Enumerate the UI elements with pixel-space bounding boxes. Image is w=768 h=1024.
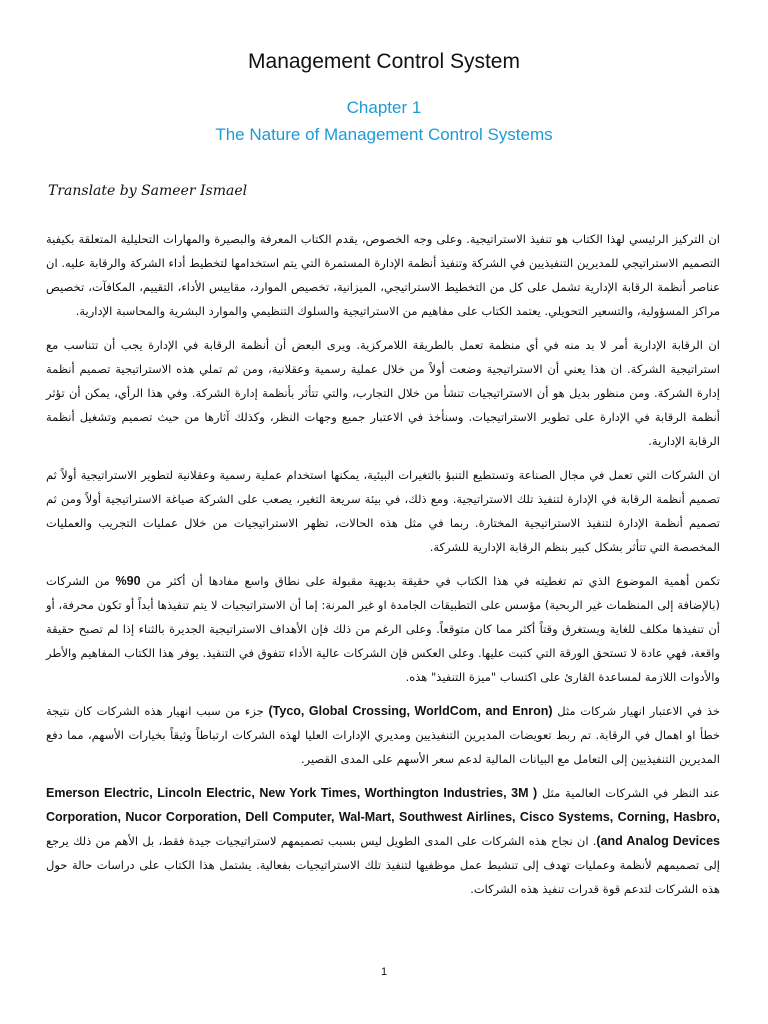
paragraph-5-lead: خذ في الاعتبار انهيار شركات مثل [552, 704, 721, 718]
paragraph-2: ان الرقابة الإدارية أمر لا بد منه في أي منظمة تعمل بالطريقة اللامركزية. ويرى البعض أن أنظمة الرقابة في الإدارة يجب أن تتناسب مع استراتيجية الشركة. ان هذا يعني أن الاستراتيجية وضعت أولاً من خلال عملية رسمية وعقلانية، ومن ثم تملي هذه الاستراتيجية تصميم أنظمة إدارة الشركة. ومن منظور بديل هو أن الاستراتيجيات تنشأ من خلال التجارب، والتي تتأثر بأنظمة إدارة الشركة. وفي هذا الرأي، يمكن أن تؤثر أنظمة الرقابة في الإدارة على تطوير الاستراتيجيات. وسنأخذ في الاعتبار جميع وجهات النظر، وكذلك آثارها من حيث تصميم وتشغيل أنظمة الرقابة الإدارية. [46, 338, 720, 448]
paragraph-4-rest: من الشركات (بالإضافة إلى المنظمات غير الربحية) مؤسس على التطبيقات الجامدة او غير المرنة: إما أن الاستراتيجيات لا يتم تنفيذها أبداً أو تكون محرفة، أو أن تنفيذها مكلف للغاية ويستغرق وقتاً أكثر مما كان متوقعاً. وعلى الرغم من ذلك فإن الأهداف الاستراتيجية الجديرة بالثناء إذا لم تصبح حقيقة واقعة، فهي عادة لا تستحق الورقة التي كتبت عليها. وعلى العكس فإن الشركات عالية الأداء تتفوق في التنفيذ. يوفر هذا الكتاب المفاهيم والأطر والأدوات اللازمة لمساعدة القارئ على اكتساب "ميزة التنفيذ" هذه. [46, 574, 720, 684]
paragraph-1: ان التركيز الرئيسي لهذا الكتاب هو تنفيذ الاستراتيجية. وعلى وجه الخصوص، يقدم الكتاب المعرفة والبصيرة والمهارات التحليلية المتعلقة بكيفية التصميم الاستراتيجي للمديرين التنفيذيين في الشركة وتنفيذ أنظمة الإدارة المستمرة التي يتم استخدامها لتخطيط أداء الشركة والرقابة عليه. ان عناصر أنظمة الرقابة الإدارية تشمل على كل من التخطيط الاستراتيجي، الميزانية، تخصيص الموارد، مقاييس الأداء، التقييم، المكافآت، تخصيص مراكز المسؤولية، والتسعير التحويلي. يعتمد الكتاب على مفاهيم من الاستراتيجية والسلوك التنظيمي والموارد البشرية والمحاسبة الإدارية. [46, 232, 720, 318]
page-number: 1 [380, 966, 388, 978]
successful-companies-list: ( Emerson Electric, Lincoln Electric, New York Times, Worthington Industries, 3M Corporation, Nucor Corporation, Dell Computer, Wal-Mart, Southwest Airlines, Cisco Systems, Corning, Hasbro, and Analog Devices) [46, 786, 721, 848]
paragraph-5-rest: جزء من سبب انهيار هذه الشركات كان نتيجة خطأ او اهمال في الرقابة. تم ربط تعويضات المديرين التنفيذيين ومديري الإدارات العليا لهذه الشركات ارتباطاً وثيقاً بخيارات الأسهم، مما دفع المديرين التنفيذيين إلى التعامل مع البيانات المالية لدعم سعر الأسهم على المدى القصير. [46, 704, 720, 766]
chapter-heading: Chapter 1 [346, 98, 422, 117]
paragraph-3: ان الشركات التي تعمل في مجال الصناعة وتستطيع التنبؤ بالتغيرات البيئية، يمكنها استخدام عملية رسمية وعقلانية لتطوير الاستراتيجية أولاً ثم تصميم أنظمة الرقابة في الإدارة لتنفيذ تلك الاستراتيجية. ومع ذلك، في بيئة سريعة التغير، يصعب على الشركة صياغة الاستراتيجية أولاً ومن ثم تصميم أنظمة الإدارة لتنفيذ الاستراتيجية المختارة. ربما في مثل هذه الحالات، تظهر الاستراتيجيات من خلال عمليات التجريب والعمليات المخصصة التي تتأثر بشكل كبير بنظم الرقابة الإدارية للشركة. [46, 468, 720, 554]
failed-companies-list: (Tyco, Global Crossing, WorldCom, and Enron) [268, 704, 553, 718]
paragraph-6 [46, 781, 720, 901]
paragraph-5 [46, 699, 720, 771]
paragraph-6-rest: . ان نجاح هذه الشركات على المدى الطويل ليس بسبب تصميمهم لاستراتيجيات جيدة فقط، بل الأهم من ذلك يرجع إلى تصميمهم لأنظمة وعمليات تهدف إلى تنشيط عمل موظفيها لتنفيذ تلك الاستراتيجيات بفعالية. يشتمل هذا الكتاب على دراسات حالة حول هذه الشركات لتدعم قوة قدرات تنفيذ هذه الشركات. [46, 834, 720, 896]
document-body [46, 227, 720, 911]
translator-credit: Translate by Sameer Ismael [48, 183, 248, 199]
paragraph-4 [46, 569, 720, 689]
document-title: Management Control System [248, 50, 520, 73]
paragraph-4-lead: تكمن أهمية الموضوع الذي تم تغطيته في هذا الكتاب في حقيقة بديهية مقبولة على نطاق واسع مفادها أن أكثر من [140, 574, 720, 588]
paragraph-6-lead: عند النظر في الشركات العالمية مثل [537, 786, 720, 800]
statistic-90-percent: 90% [115, 574, 141, 588]
chapter-subtitle: The Nature of Management Control Systems [215, 125, 553, 144]
